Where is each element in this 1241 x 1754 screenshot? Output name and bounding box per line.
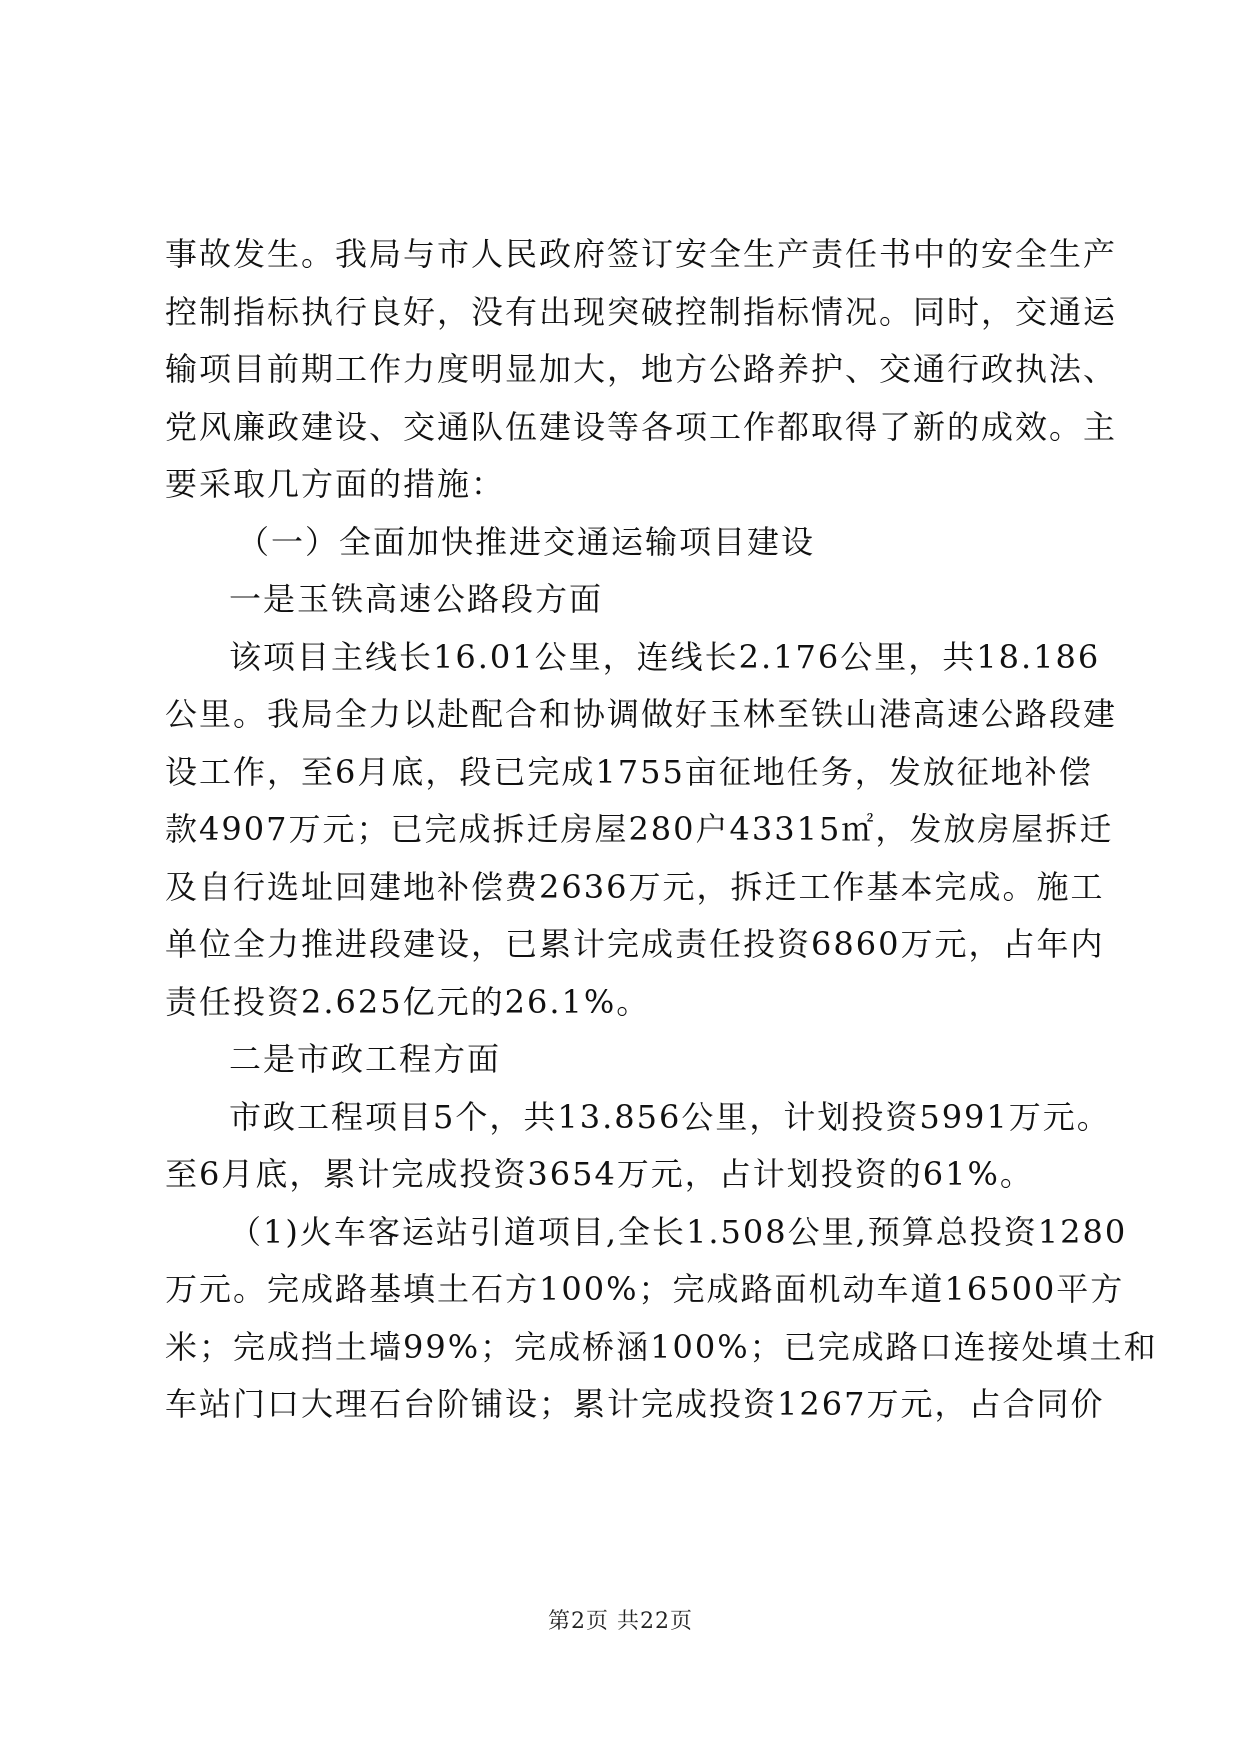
text-line: 单位全力推进段建设，已累计完成责任投资6860万元，占年内 bbox=[165, 925, 1105, 963]
text-line: 责任投资2.625亿元的26.1%。 bbox=[165, 982, 651, 1021]
text-line: 至6月底，累计完成投资3654万元，占计划投资的61%。 bbox=[165, 1155, 1034, 1193]
text-line: 万元。完成路基填土石方100%；完成路面机动车道16500平方 bbox=[165, 1270, 1125, 1308]
text-line: 要采取几方面的措施： bbox=[165, 465, 506, 503]
subsection-heading: 二是市政工程方面 bbox=[229, 1040, 502, 1078]
text-line: 党风廉政建设、交通队伍建设等各项工作都取得了新的成效。主 bbox=[165, 407, 1118, 446]
text-line: 控制指标执行良好，没有出现突破控制指标情况。同时，交通运 bbox=[165, 292, 1118, 331]
text-line: 及自行选址回建地补偿费2636万元，拆迁工作基本完成。施工 bbox=[165, 867, 1105, 906]
text-line: 车站门口大理石台阶铺设；累计完成投资1267万元，占合同价 bbox=[165, 1385, 1105, 1423]
text-line: （1)火车客运站引道项目,全长1.508公里,预算总投资1280 bbox=[229, 1212, 1128, 1251]
text-line: 设工作，至6月底，段已完成1755亩征地任务，发放征地补偿 bbox=[165, 752, 1093, 791]
text-line: 米；完成挡土墙99%；完成桥涵100%；已完成路口连接处填土和 bbox=[165, 1327, 1158, 1366]
text-line: 公里。我局全力以赴配合和协调做好玉林至铁山港高速公路段建 bbox=[165, 695, 1118, 733]
document-body bbox=[165, 226, 1158, 1434]
text-line: 市政工程项目5个，共13.856公里，计划投资5991万元。 bbox=[229, 1097, 1111, 1136]
text-line: 输项目前期工作力度明显加大，地方公路养护、交通行政执法、 bbox=[165, 350, 1118, 388]
text-line: 事故发生。我局与市人民政府签订安全生产责任书中的安全生产 bbox=[165, 235, 1118, 273]
section-heading: （一）全面加快推进交通运输项目建设 bbox=[237, 522, 816, 561]
subsection-heading: 一是玉铁高速公路段方面 bbox=[229, 580, 604, 618]
text-line: 款4907万元；已完成拆迁房屋280户43315㎡，发放房屋拆迁 bbox=[165, 810, 1114, 848]
page-number-footer: 第2页 共22页 bbox=[548, 1609, 693, 1634]
text-line: 该项目主线长16.01公里，连线长2.176公里，共18.186 bbox=[229, 637, 1101, 676]
